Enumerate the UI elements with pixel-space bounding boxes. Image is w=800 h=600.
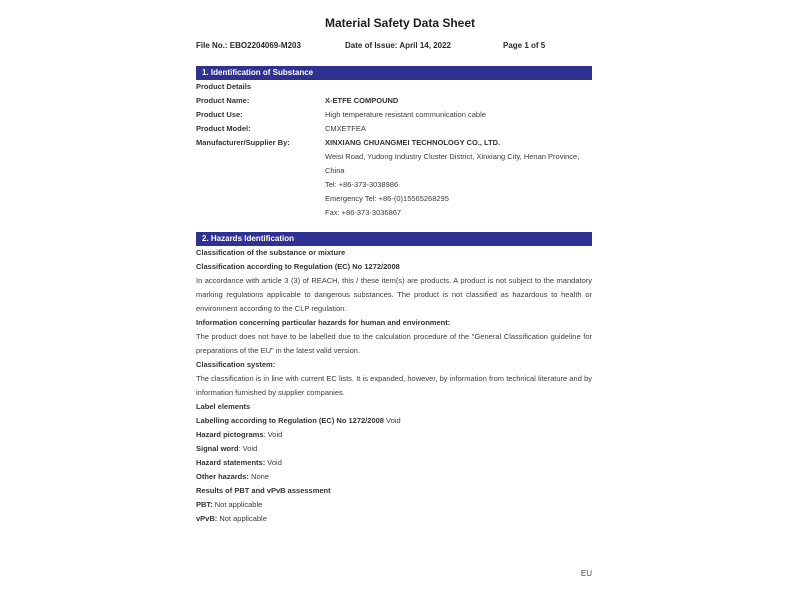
- region-label: EU: [580, 569, 592, 578]
- field-label: Product Use:: [196, 110, 243, 119]
- vpvb-row: [196, 512, 592, 526]
- other-hazards-row: [196, 470, 592, 484]
- field-label: Product Name:: [196, 96, 250, 105]
- statement-value: : Void: [238, 444, 258, 453]
- hazard-pictograms-row: [196, 428, 592, 442]
- field-value: XINXIANG CHUANGMEI TECHNOLOGY CO., LTD.: [325, 138, 501, 147]
- document-title: Material Safety Data Sheet: [324, 16, 476, 30]
- address-line-1-row: [196, 150, 592, 164]
- telephone-row: [196, 178, 592, 192]
- statement-value: : Void: [263, 430, 283, 439]
- statement-label: Other hazards:: [196, 472, 249, 481]
- fax-row: [196, 206, 592, 220]
- section-1-header-bar: [196, 66, 592, 80]
- signal-word-row: [196, 442, 592, 456]
- address-line-2-row: [196, 164, 592, 178]
- hazard-statements-row: [196, 456, 592, 470]
- field-value: China: [325, 166, 345, 175]
- page-indicator: Page 1 of 5: [503, 41, 546, 50]
- field-value: CMXETFEA: [325, 124, 366, 133]
- product-use-row: [196, 108, 592, 122]
- field-value: Fax: +86-373-3036867: [325, 208, 402, 217]
- date-of-issue: Date of Issue: April 14, 2022: [345, 41, 451, 50]
- document-body: [196, 66, 592, 526]
- hazard-info-subheading: Information concerning particular hazards for human and environment:: [196, 318, 451, 327]
- field-label: Manufacturer/Supplier By:: [196, 138, 290, 147]
- product-model-row: [196, 122, 592, 136]
- pbt-row: [196, 498, 592, 512]
- product-details-subheading: Product Details: [196, 82, 252, 91]
- statement-label: PBT:: [196, 500, 213, 509]
- regulation-subheading: Classification according to Regulation (EC) No 1272/2008: [196, 262, 400, 271]
- document-meta-row: [196, 40, 600, 54]
- product-name-row: [196, 94, 592, 108]
- field-value: Weisi Road, Yudong Industry Cluster District, Xinxiang City, Henan Province,: [325, 152, 580, 161]
- field-value: Tel: +86-373-3038986: [325, 180, 399, 189]
- field-value: X-ETFE COMPOUND: [325, 96, 399, 105]
- statement-value: None: [248, 472, 269, 481]
- field-value: Emergency Tel: +86-(0)15565268295: [325, 194, 449, 203]
- emergency-telephone-row: [196, 192, 592, 206]
- manufacturer-row: [196, 136, 592, 150]
- classification-system-subheading: Classification system:: [196, 360, 276, 369]
- labelling-statement-row: [196, 414, 592, 428]
- statement-label: Labelling according to Regulation (EC) No 1272/2008: [196, 416, 384, 425]
- table-row: [196, 80, 592, 94]
- statement-value: Not applicable: [217, 514, 267, 523]
- classification-subheading: Classification of the substance or mixture: [196, 248, 346, 257]
- section-2-header-bar: [196, 232, 592, 246]
- statement-label: Hazard pictograms: [196, 430, 264, 439]
- pbt-assessment-subheading: Results of PBT and vPvB assessment: [196, 486, 331, 495]
- statement-value: Void: [265, 458, 282, 467]
- file-number: File No.: EBO2204069-M203: [196, 41, 301, 50]
- regulation-paragraph: In accordance with article 3 (3) of REACH, this / these item(s) are products. A product is not subject to the mandatory marking regulations applicable to dangerous substances. The product is not classified as hazardous to health or environment according to the CLP regulation.: [196, 276, 592, 313]
- classification-system-paragraph: The classification is in line with current EC lists. It is expanded, however, by information from technical literature and by information furnished by supplier companies.: [196, 374, 592, 397]
- hazard-info-paragraph: The product does not have to be labelled due to the calculation procedure of the "General Classification guideline for preparations of the EU" in the latest valid version.: [196, 332, 592, 355]
- section-1-heading: 1. Identification of Substance: [202, 68, 314, 77]
- label-elements-subheading: Label elements: [196, 402, 251, 411]
- statement-label: Hazard statements:: [196, 458, 266, 467]
- statement-label: vPvB:: [196, 514, 218, 523]
- section-2-heading: 2. Hazards Identification: [202, 234, 295, 243]
- field-label: Product Model:: [196, 124, 251, 133]
- statement-value: Void: [383, 416, 401, 425]
- statement-label: Signal word: [196, 444, 239, 453]
- field-value: High temperature resistant communication cable: [325, 110, 486, 119]
- statement-value: Not applicable: [212, 500, 263, 509]
- section-divider-space: [196, 220, 592, 232]
